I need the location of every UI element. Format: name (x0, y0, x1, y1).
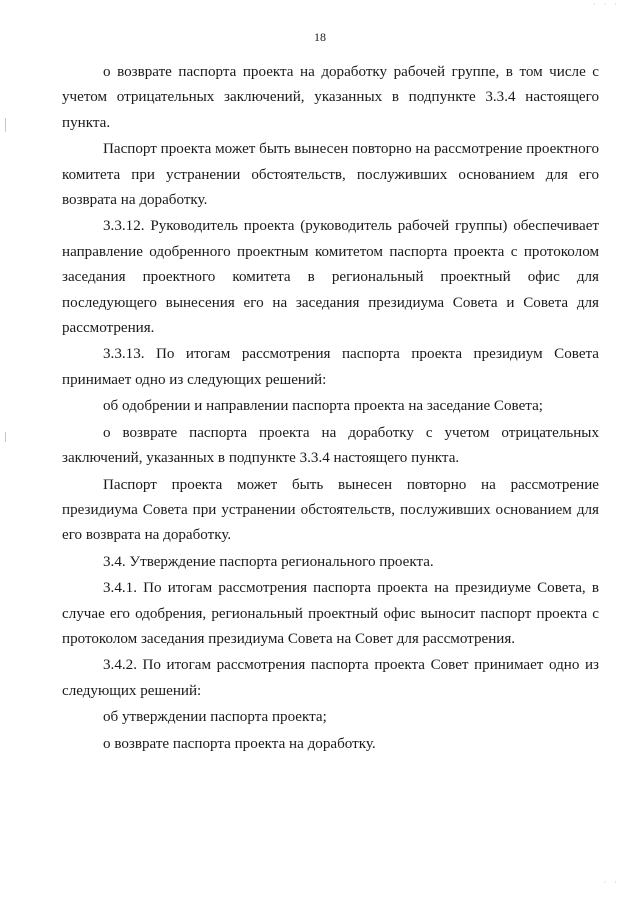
paragraph-return-option: о возврате паспорта проекта на доработку с учетом отрицательных заключений, указанных в подпункте 3.3.4 настоящего пункта. (62, 424, 599, 467)
paragraph-return-to-working-group: о возврате паспорта проекта на доработку рабочей группе, в том числе с учетом отрицательных заключений, указанных в подпункте 3.3.4 настоящего пункта. (62, 64, 599, 131)
document-body (62, 60, 599, 758)
scan-edge-mark-bottom (5, 432, 6, 442)
scan-corner-dots-top: · · · (593, 0, 620, 9)
paragraph-3-3-12: 3.3.12. Руководитель проекта (руководитель рабочей группы) обеспечивает направление одобренного проектным комитетом паспорта проекта с протоколом заседания проектного комитета в региональный проектный офис для последующего вынесения его на заседания президиума Совета и Совета для рассмотрения. (62, 218, 599, 337)
paragraph-return-passport-option: о возврате паспорта проекта на доработку. (103, 735, 376, 752)
paragraph-approve-passport-option: об утверждении паспорта проекта; (103, 709, 327, 726)
paragraph-approval-option: об одобрении и направлении паспорта проекта на заседание Совета; (103, 398, 543, 415)
paragraph-3-3-13: 3.3.13. По итогам рассмотрения паспорта проекта президиум Совета принимает одно из следующих решений: (62, 346, 599, 388)
paragraph-3-4-2: 3.4.2. По итогам рассмотрения паспорта проекта Совет принимает одно из следующих решений: (62, 657, 599, 699)
scan-edge-mark-top (5, 118, 6, 132)
paragraph-3-4-1: 3.4.1. По итогам рассмотрения паспорта проекта на президиуме Совета, в случае его одобрения, региональный проектный офис выносит паспорт проекта с протоколом заседания президиума Совета на Совет для рассмотрения. (62, 580, 599, 647)
page-number: 18 (314, 30, 326, 44)
paragraph-3-4-heading: 3.4. Утверждение паспорта регионального проекта. (103, 553, 434, 570)
paragraph-resubmission-presidium: Паспорт проекта может быть вынесен повторно на рассмотрение президиума Совета при устранении обстоятельств, послуживших основанием для его возврата на доработку. (62, 476, 599, 544)
scan-corner-dots-bottom: · · (603, 878, 620, 887)
paragraph-resubmission-committee: Паспорт проекта может быть вынесен повторно на рассмотрение проектного комитета при устранении обстоятельств, послуживших основанием для его возврата на доработку. (62, 141, 599, 209)
